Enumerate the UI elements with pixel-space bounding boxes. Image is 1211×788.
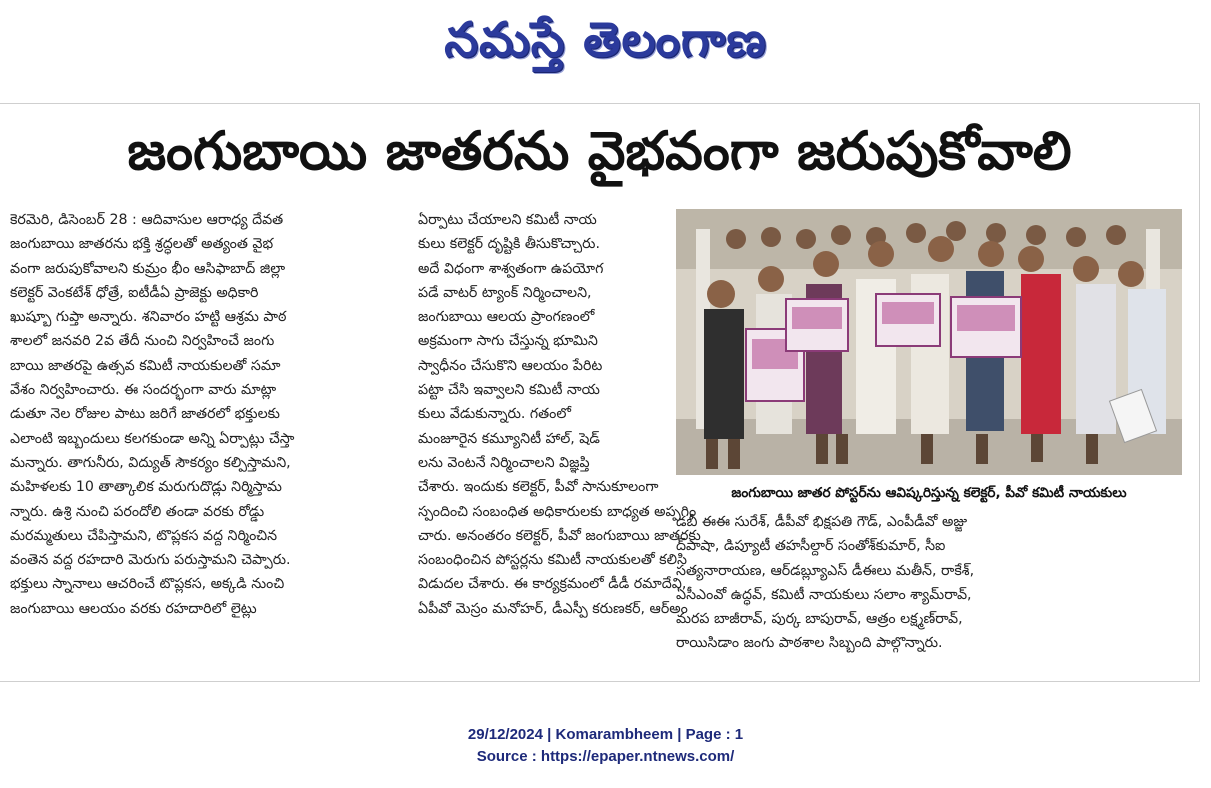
text-line: జంగుబాయి ఆలయం వరకు రహదారిలో లైట్లు: [10, 600, 257, 617]
text-line: కలెక్టర్ వెంకటేశ్ ధోత్రే, ఐటీడీఏ ప్రాజెక్టు అధికారి: [10, 284, 259, 301]
text-line: రాయిసిడాం జంగు పాఠశాల సిబ్బంది పాల్గొన్నారు.: [676, 635, 943, 652]
text-line: డబీ ఈఈ సురేశ్, డీపీవో భిక్షపతి గౌడ్, ఎంపీడీవో అజ్జు: [676, 514, 968, 530]
text-line: బాయి జాతరపై ఉత్సవ కమిటీ నాయకులతో సమా: [10, 357, 281, 374]
article-column-3: [676, 510, 1186, 656]
masthead: [0, 0, 1211, 95]
text-line: కులు కలెక్టర్ దృష్టికి తీసుకొచ్చారు.: [418, 236, 600, 253]
text-line: జంగుబాయి ఆలయ ప్రాంగణంలో: [418, 309, 595, 326]
page-footer: [0, 724, 1211, 768]
text-line: మరమ్మతులు చేపిస్తామని, టొప్లకస వద్ద నిర్మించిన: [10, 527, 278, 544]
text-line: మహిళలకు 10 తాత్కాలిక మరుగుదొడ్లు నిర్మిస్తామ: [10, 479, 282, 496]
newspaper-logo: నమస్తే తెలంగాణ: [444, 12, 767, 68]
text-line: కెరమెరి, డిసెంబర్ 28 : ఆదివాసుల ఆరాధ్య దేవత: [10, 212, 284, 228]
text-line: కులు వేడుకున్నారు. గతంలో: [418, 406, 571, 423]
text-line: వంగా జరుపుకోవాలని కుమ్రం భీం ఆసిఫాబాద్ జిల్లా: [10, 260, 286, 277]
text-line: స్పందించి సంబంధిత అధికారులకు బాధ్యత అప్పగిం: [418, 503, 697, 520]
text-line: ఎలాంటి ఇబ్బందులు కలగకుండా అన్ని ఏర్పాట్లు చేస్తా: [10, 430, 295, 447]
text-line: అక్రమంగా సాగు చేస్తున్న భూమిని: [418, 333, 598, 350]
text-line: సంబంధించిన పోస్టర్లను కమిటీ నాయకులతో కలిసి: [418, 552, 687, 569]
text-line: వంతెన వద్ద రహదారి మెరుగు పరుస్తామని చెప్పారు.: [10, 552, 291, 569]
text-line: ఏపీవో మెస్రం మనోహర్, డీఎస్పీ కరుణకర్, ఆర్అం: [418, 600, 688, 617]
text-line: ఏసీఎంవో ఉద్ధవ్, కమిటీ నాయకులు సలాం శ్యామ్‌రావ్,: [676, 586, 972, 603]
text-line: జంగుబాయి జాతరను భక్తి శ్రద్ధలతో అత్యంత వైభ: [10, 236, 274, 253]
event-photo: [676, 209, 1182, 475]
source-link[interactable]: Source : https://epaper.ntnews.com/: [476, 748, 735, 765]
text-line: ద్‌పాషా, డిప్యూటీ తహసీల్దార్ సంతోశ్‌కుమార్, సీఐ: [676, 538, 946, 555]
text-line: చారు. అనంతరం కలెక్టర్, పీవో జంగుబాయి జాతరకు: [418, 527, 701, 544]
headline: జంగుబాయి జాతరను వైభవంగా జరుపుకోవాలి: [127, 121, 1072, 182]
text-line: పట్టా చేసి ఇవ్వాలని కమిటీ నాయ: [418, 382, 600, 399]
text-line: న్నారు. ఉశ్రి నుంచి పరందోలి తండా వరకు రోడ్డు: [10, 503, 265, 520]
text-line: డుతూ నెల రోజుల పాటు జరిగే జాతరలో భక్తులకు: [10, 406, 280, 423]
text-line: మరప బాజీరావ్, పుర్క బాపురావ్, ఆత్రం లక్ష్మణ్‌రావ్,: [676, 611, 963, 628]
text-line: విడుదల చేశారు. ఈ కార్యక్రమంలో డీడీ రమాదేవి,: [418, 576, 687, 593]
text-line: అదే విధంగా శాశ్వతంగా ఉపయోగ: [418, 260, 604, 277]
photo-caption: జంగుబాయి జాతర పోస్టర్‌ను ఆవిష్కరిస్తున్న కలెక్టర్, పీవో కమిటీ నాయకులు: [731, 485, 1127, 501]
text-line: చేశారు. ఇందుకు కలెక్టర్, పీవో సానుకూలంగా: [418, 479, 659, 496]
text-line: సత్యనారాయణ, ఆర్‌డబ్ల్యూఎస్ డీఈలు మతీన్, రాకేశ్,: [676, 562, 975, 579]
text-line: శాలలో జనవరి 2వ తేదీ నుంచి నిర్వహించే జంగు: [10, 333, 275, 350]
text-line: పడే వాటర్ ట్యాంక్ నిర్మించాలని,: [418, 284, 592, 301]
text-line: ఖుష్బూ గుప్తా అన్నారు. శనివారం హట్టి ఆశ్రమ పాఠ: [10, 309, 287, 326]
text-line: లను వెంటనే నిర్మించాలని విజ్ఞప్తి: [418, 454, 590, 471]
article-column-2: [418, 208, 701, 621]
article-column-1: [10, 208, 404, 621]
text-line: మంజూరైన కమ్యూనిటీ హాల్, షెడ్: [418, 430, 600, 447]
photo-illustration: [676, 209, 1182, 475]
text-line: మన్నారు. తాగునీరు, విద్యుత్ సౌకర్యం కల్పిస్తామని,: [10, 454, 291, 471]
edition-info: 29/12/2024 | Komarambheem | Page : 1: [467, 726, 744, 743]
text-line: ఏర్పాటు చేయాలని కమిటీ నాయ: [418, 212, 597, 228]
text-line: భక్తులు స్నానాలు ఆచరించే టొప్లకస, అక్కడి నుంచి: [10, 576, 285, 593]
text-line: స్వాధీనం చేసుకొని ఆలయం పేరిట: [418, 357, 603, 374]
text-line: వేశం నిర్వహించారు. ఈ సందర్భంగా వారు మాట్లా: [10, 382, 277, 399]
